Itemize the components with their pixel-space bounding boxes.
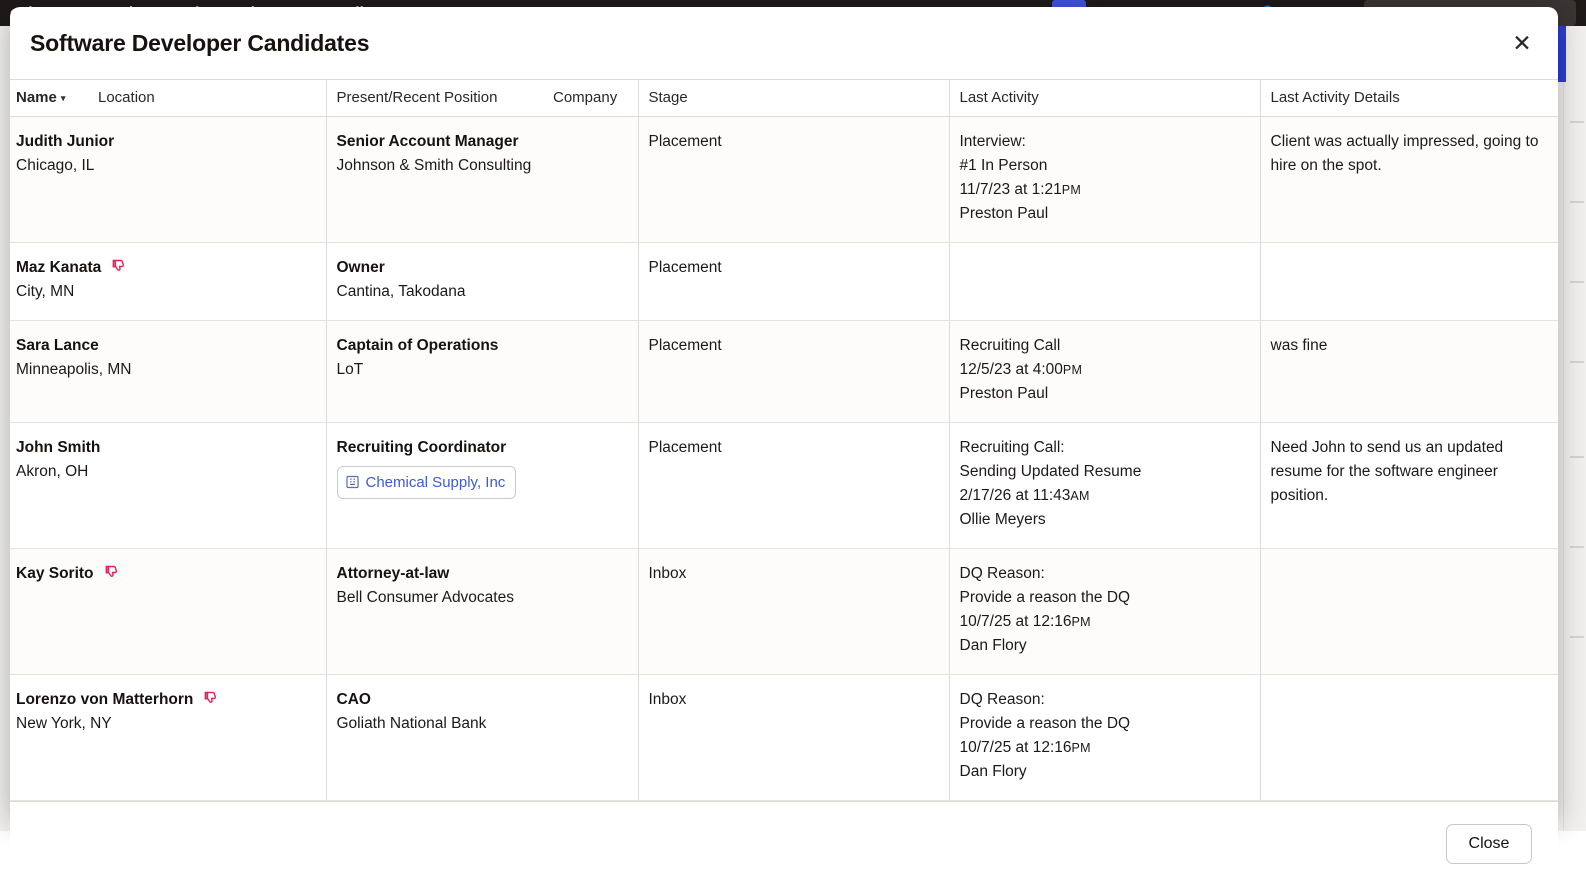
- company-name: Cantina, Takodana: [336, 283, 466, 301]
- activity-ampm: PM: [1061, 183, 1082, 198]
- cell-last-activity: [949, 675, 1260, 801]
- candidate-name[interactable]: Judith Junior: [16, 133, 115, 150]
- thumbs-down-icon: [111, 259, 127, 279]
- column-header-last-activity-details[interactable]: Last Activity Details: [1260, 80, 1558, 117]
- cell-position-company: [326, 117, 638, 243]
- cell-position-company: [326, 243, 638, 321]
- activity-line: Provide a reason the DQ: [959, 589, 1131, 607]
- app-right-edge: [1563, 26, 1586, 831]
- column-header-name[interactable]: [10, 80, 88, 117]
- column-header-company[interactable]: Company: [543, 80, 638, 117]
- activity-line: DQ Reason:: [959, 691, 1045, 709]
- activity-line: Sending Updated Resume: [959, 463, 1142, 481]
- position-title: Attorney-at-law: [336, 565, 450, 583]
- cell-last-activity-details: Client was actually impressed, going to hire on the spot.: [1260, 117, 1558, 243]
- activity-line: 10/7/25 at 12:16PM: [959, 739, 1091, 757]
- table-row[interactable]: [10, 423, 1558, 549]
- candidate-name[interactable]: John Smith: [16, 439, 101, 457]
- company-name: Johnson & Smith Consulting: [336, 157, 532, 175]
- activity-ampm: PM: [1062, 363, 1083, 378]
- app-left-edge: [0, 26, 10, 831]
- position-title: CAO: [336, 691, 371, 709]
- activity-line: Dan Flory: [959, 763, 1027, 781]
- cell-name-location: [10, 117, 326, 243]
- activity-line: Preston Paul: [959, 385, 1049, 403]
- page-title: Software Developer Candidates: [30, 29, 370, 56]
- thumbs-down-icon: [203, 691, 219, 711]
- modal-footer: [10, 801, 1558, 885]
- position-title: Captain of Operations: [336, 337, 499, 355]
- cell-last-activity: [949, 423, 1260, 549]
- candidate-location: New York, NY: [16, 715, 112, 733]
- activity-line: Ollie Meyers: [959, 511, 1046, 529]
- position-title: Senior Account Manager: [336, 133, 519, 150]
- candidate-name[interactable]: Sara Lance: [16, 337, 99, 355]
- cell-stage: Placement: [638, 423, 949, 549]
- activity-line: Interview:: [959, 133, 1026, 150]
- cell-last-activity: [949, 321, 1260, 423]
- building-icon: [346, 475, 359, 491]
- candidate-location: Minneapolis, MN: [16, 361, 132, 379]
- cell-name-location: [10, 243, 326, 321]
- cell-last-activity-details: Need John to send us an updated resume for the software engineer position.: [1260, 423, 1558, 549]
- candidates-table: [10, 80, 1558, 801]
- position-title: Owner: [336, 259, 385, 277]
- column-header-stage[interactable]: Stage: [638, 80, 949, 117]
- activity-line: 12/5/23 at 4:00PM: [959, 361, 1083, 379]
- cell-last-activity: [949, 243, 1260, 321]
- table-row[interactable]: [10, 549, 1558, 675]
- activity-line: Provide a reason the DQ: [959, 715, 1131, 733]
- modal-header: [10, 7, 1558, 79]
- table-header-row: [10, 80, 1558, 117]
- cell-name-location: [10, 549, 326, 675]
- activity-line: 2/17/26 at 11:43AM: [959, 487, 1090, 505]
- table-row[interactable]: [10, 117, 1558, 243]
- cell-position-company: [326, 675, 638, 801]
- table-row[interactable]: [10, 675, 1558, 801]
- column-header-name-label: Name: [16, 89, 57, 106]
- activity-line: Recruiting Call:: [959, 439, 1065, 457]
- company-name: LoT: [336, 361, 364, 379]
- cell-last-activity-details: [1260, 675, 1558, 801]
- activity-line: Preston Paul: [959, 205, 1049, 223]
- cell-name-location: [10, 321, 326, 423]
- company-link-label: Chemical Supply, Inc: [365, 474, 506, 492]
- candidates-modal: [10, 7, 1558, 852]
- candidate-name[interactable]: Maz Kanata: [16, 259, 102, 277]
- company-name: Goliath National Bank: [336, 715, 487, 733]
- cell-stage: Placement: [638, 243, 949, 321]
- cell-last-activity: [949, 117, 1260, 243]
- cell-position-company: [326, 549, 638, 675]
- cell-position-company: [326, 321, 638, 423]
- activity-line: Recruiting Call: [959, 337, 1061, 355]
- candidate-location: Akron, OH: [16, 463, 89, 481]
- candidate-location: Chicago, IL: [16, 157, 95, 175]
- cell-position-company: [326, 423, 638, 549]
- cell-stage: Placement: [638, 321, 949, 423]
- company-name: Bell Consumer Advocates: [336, 589, 514, 607]
- activity-line: Dan Flory: [959, 637, 1027, 655]
- cell-name-location: [10, 675, 326, 801]
- cell-name-location: [10, 423, 326, 549]
- activity-line: #1 In Person: [959, 157, 1048, 175]
- candidate-location: City, MN: [16, 283, 75, 301]
- table-row[interactable]: [10, 243, 1558, 321]
- column-header-position[interactable]: Present/Recent Position: [326, 80, 543, 117]
- cell-last-activity: [949, 549, 1260, 675]
- thumbs-down-icon: [104, 565, 120, 585]
- candidate-name[interactable]: Lorenzo von Matterhorn: [16, 691, 194, 709]
- activity-ampm: AM: [1070, 489, 1090, 504]
- cell-stage: Inbox: [638, 675, 949, 801]
- activity-ampm: PM: [1071, 741, 1091, 756]
- column-header-last-activity[interactable]: Last Activity: [949, 80, 1260, 117]
- table-row[interactable]: [10, 321, 1558, 423]
- column-header-location[interactable]: Location: [88, 80, 326, 117]
- activity-line: DQ Reason:: [959, 565, 1045, 583]
- chevron-down-icon: ▾: [60, 93, 66, 103]
- candidates-table-container: [10, 79, 1558, 801]
- table-body: [10, 117, 1558, 801]
- activity-line: 11/7/23 at 1:21PM: [959, 181, 1082, 199]
- position-title: Recruiting Coordinator: [336, 439, 507, 457]
- company-link-chip[interactable]: [337, 466, 517, 499]
- cell-stage: Placement: [638, 117, 949, 243]
- cell-last-activity-details: [1260, 243, 1558, 321]
- close-icon[interactable]: ✕: [1506, 27, 1538, 59]
- cell-last-activity-details: was fine: [1260, 321, 1558, 423]
- activity-line: 10/7/25 at 12:16PM: [959, 613, 1091, 631]
- candidate-name[interactable]: Kay Sorito: [16, 565, 94, 583]
- activity-ampm: PM: [1071, 615, 1091, 630]
- cell-stage: Inbox: [638, 549, 949, 675]
- close-button[interactable]: Close: [1446, 824, 1532, 864]
- cell-last-activity-details: [1260, 549, 1558, 675]
